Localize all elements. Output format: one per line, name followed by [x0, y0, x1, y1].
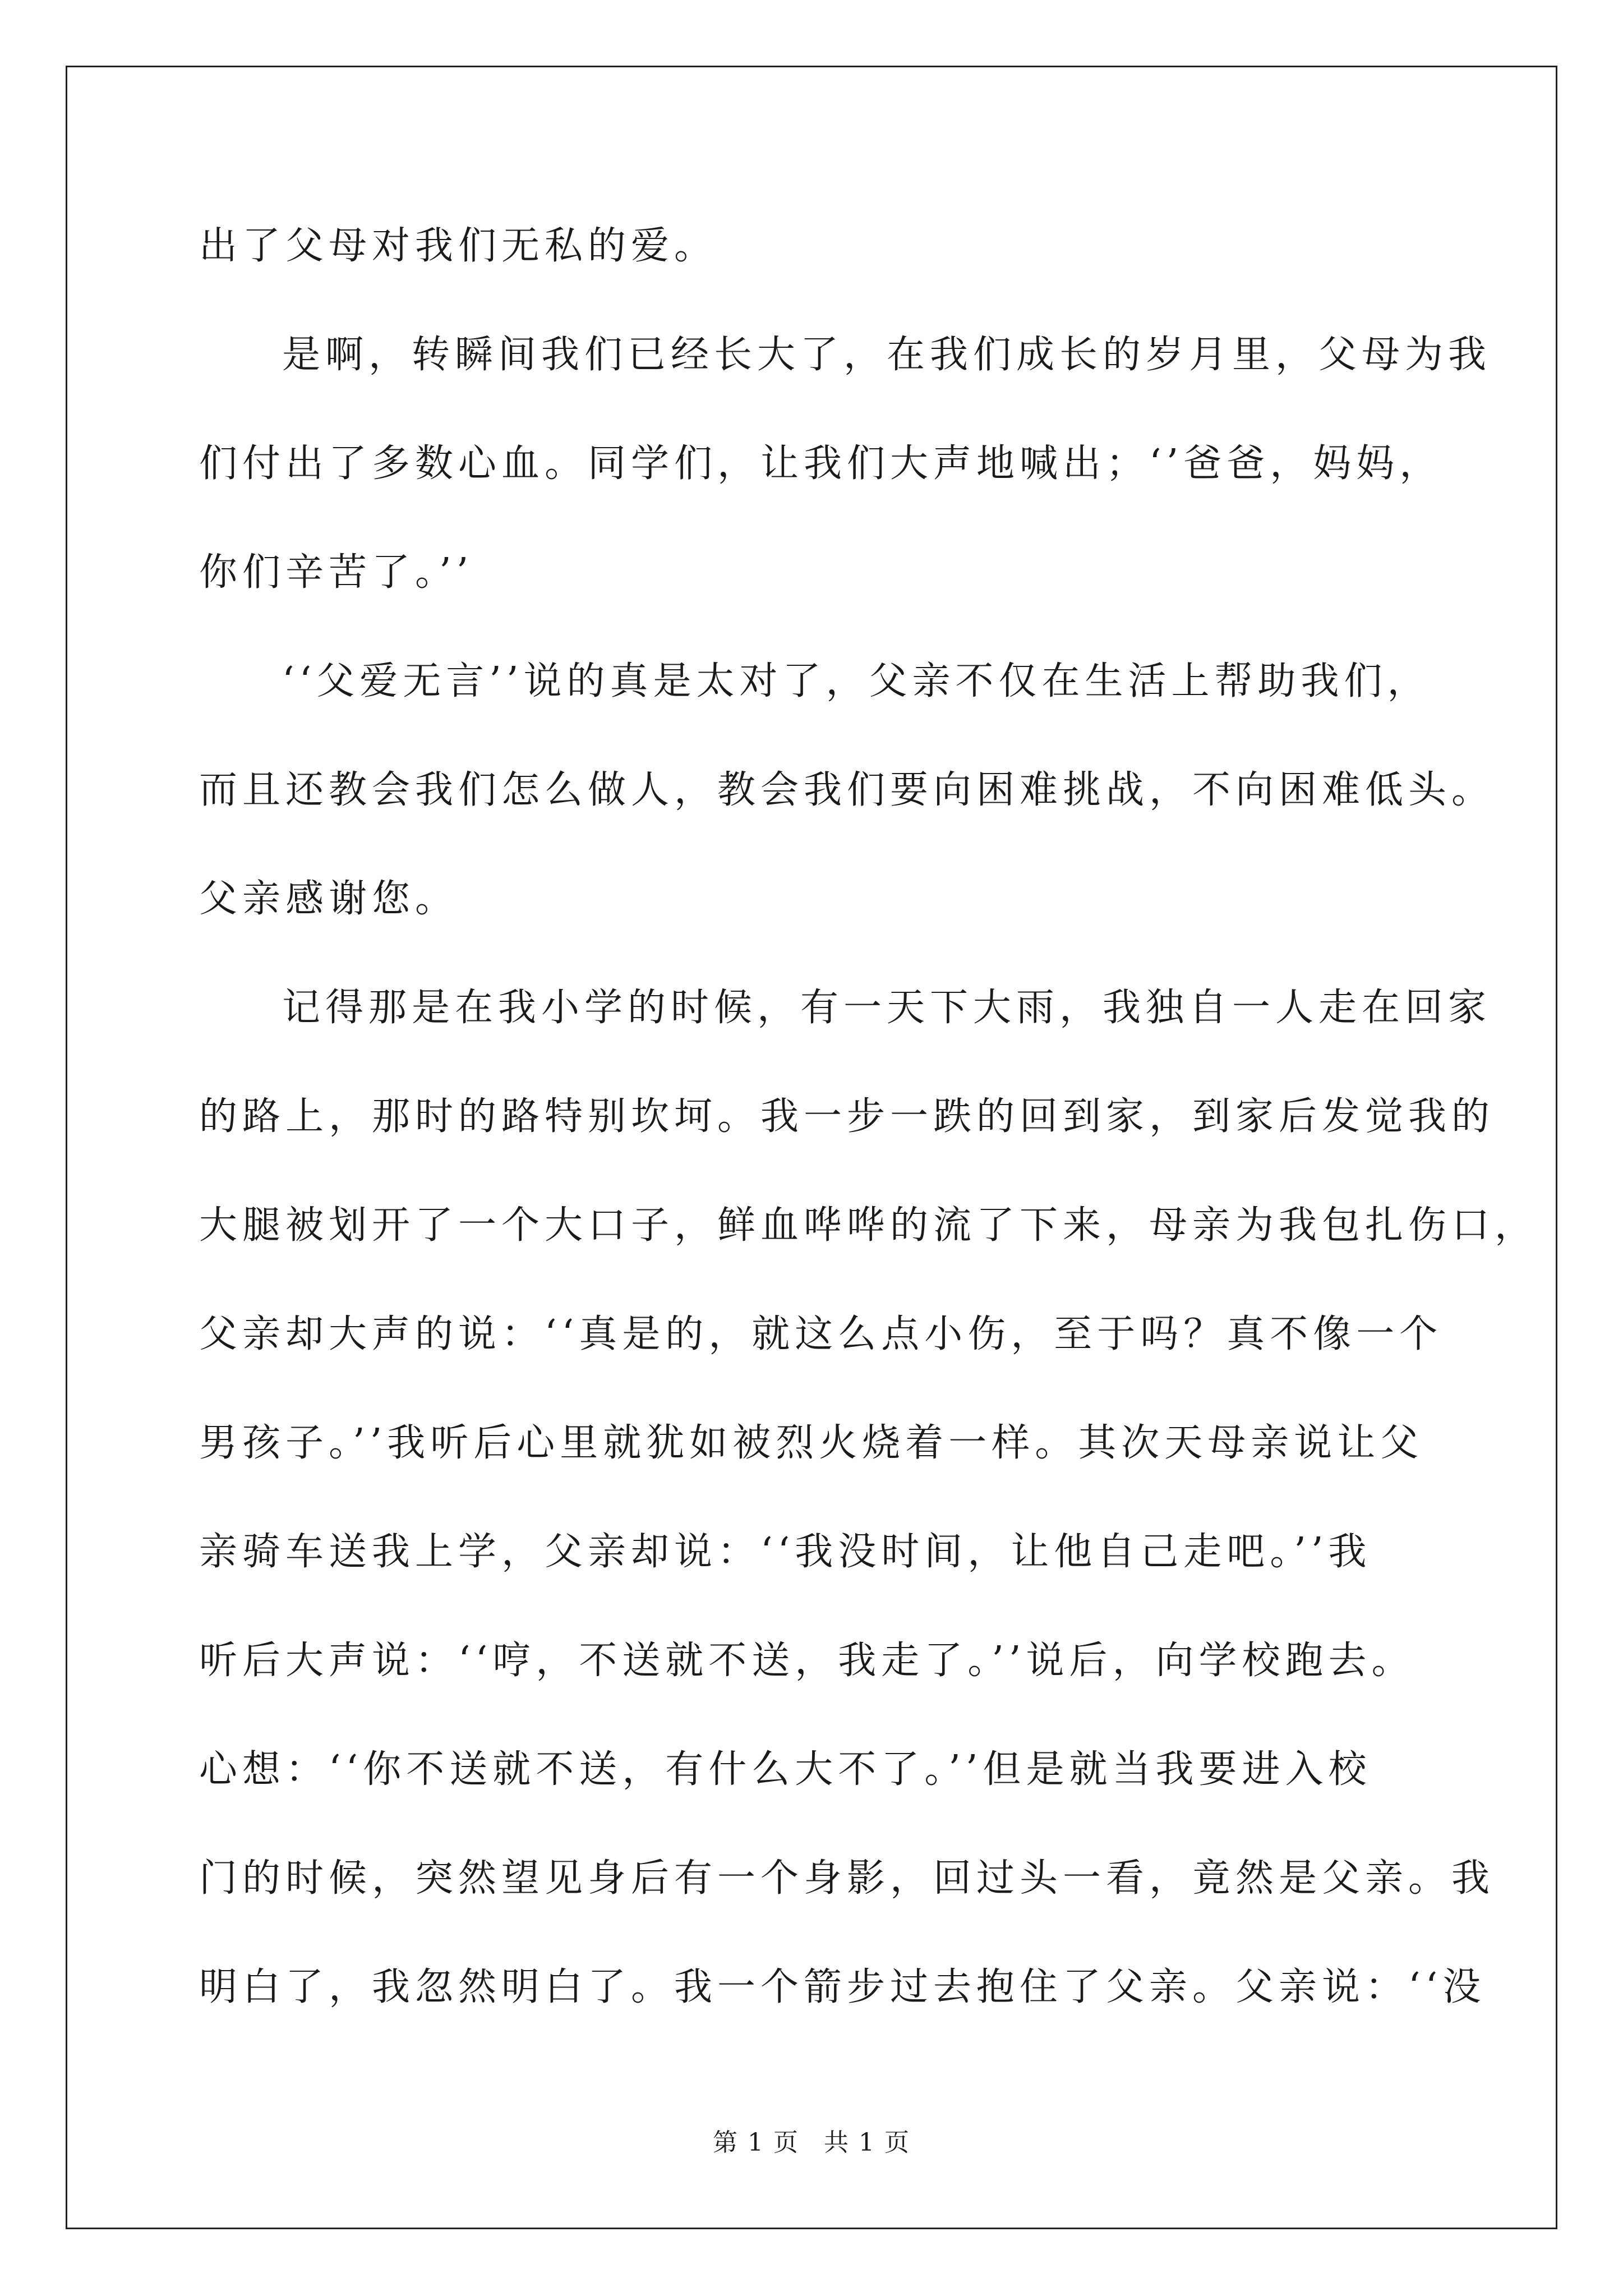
text-line: 大腿被划开了一个大口子，鲜血哗哗的流了下来，母亲为我包扎伤口， [199, 1203, 1538, 1248]
text-line: 男孩子。’’我听后心里就犹如被烈火烧着一样。其次天母亲说让父 [199, 1421, 1424, 1465]
paragraph-start-line: 是啊，转瞬间我们已经长大了，在我们成长的岁月里，父母为我 [282, 333, 1492, 377]
page-total: 共 1 页 [824, 2128, 910, 2157]
paragraph-start-line: 记得那是在我小学的时候，有一天下大雨，我独自一人走在回家 [282, 986, 1492, 1030]
text-line: 父亲却大声的说：‘‘真是的，就这么点小伤，至于吗？真不像一个 [199, 1312, 1443, 1356]
text-line: 你们辛苦了。’’ [199, 550, 474, 595]
text-line: 父亲感谢您。 [199, 877, 459, 921]
text-line: 听后大声说：‘‘哼，不送就不送，我走了。’’说后，向学校跑去。 [199, 1639, 1415, 1683]
text-line: 的路上，那时的路特别坎坷。我一步一跌的回到家，到家后发觉我的 [199, 1094, 1495, 1139]
text-line: 心想：‘‘你不送就不送，有什么大不了。’’但是就当我要进入校 [199, 1747, 1372, 1792]
text-line: 门的时候，突然望见身后有一个身影，回过头一看，竟然是父亲。我 [199, 1856, 1495, 1901]
page-footer [0, 2126, 1623, 2160]
text-line: 出了父母对我们无私的爱。 [199, 224, 718, 268]
text-line: 明白了，我忽然明白了。我一个箭步过去抱住了父亲。父亲说：‘‘没 [199, 1965, 1486, 2009]
text-line: 而且还教会我们怎么做人，教会我们要向困难挑战，不向困难低头。 [199, 768, 1495, 812]
text-line: 们付出了多数心血。同学们，让我们大声地喊出；‘’爸爸，妈妈， [199, 441, 1443, 486]
paragraph-start-line: ‘‘父爱无言’’说的真是太对了，父亲不仅在生活上帮助我们， [282, 659, 1431, 703]
page-number: 第 1 页 [713, 2128, 799, 2157]
text-line: 亲骑车送我上学，父亲却说：‘‘我没时间，让他自己走吧。’’我 [199, 1530, 1372, 1574]
document-body [199, 192, 1538, 2042]
